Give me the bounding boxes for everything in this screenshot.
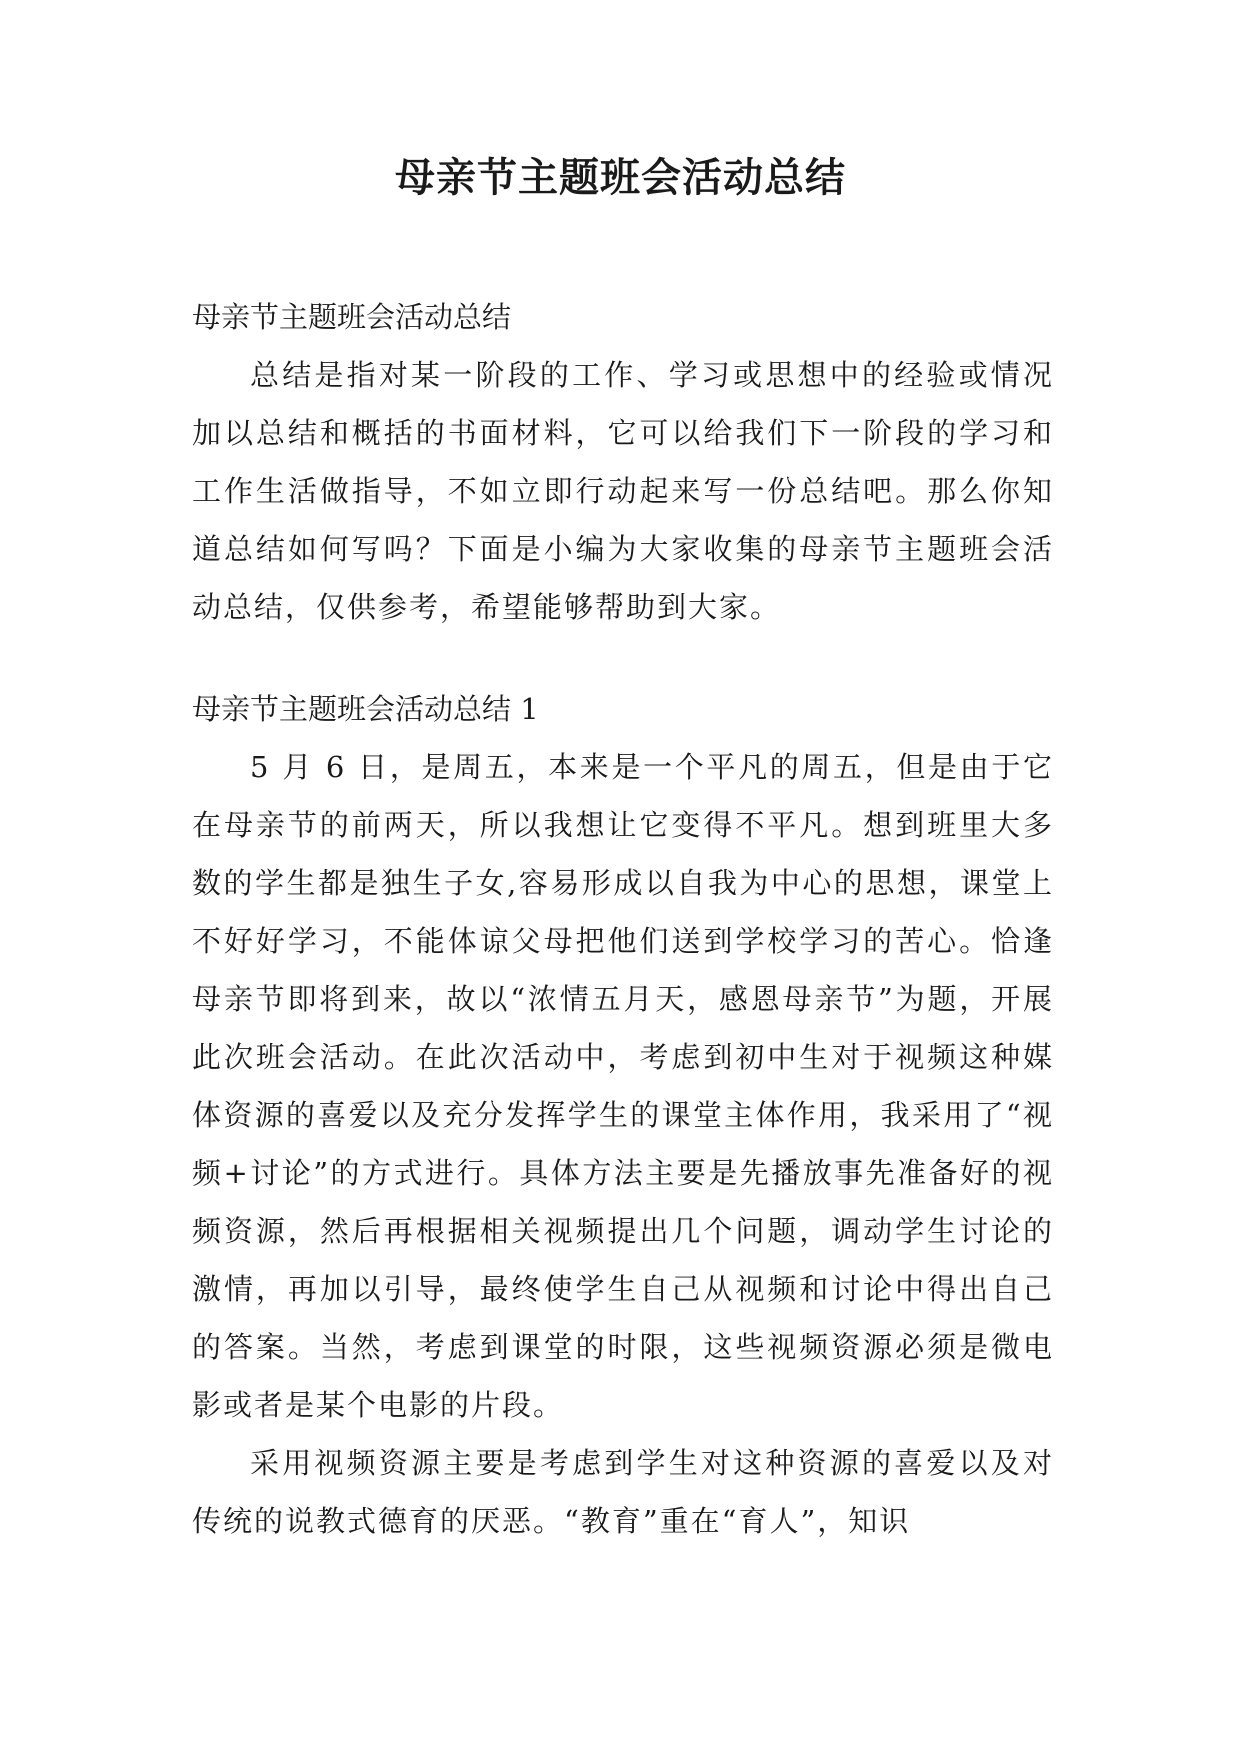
document-body (192, 288, 1054, 1550)
section-heading: 母亲节主题班会活动总结 1 (192, 692, 539, 726)
document-subtitle: 母亲节主题班会活动总结 (192, 300, 512, 334)
intro-paragraph: 总结是指对某一阶段的工作、学习或思想中的经验或情况加以总结和概括的书面材料，它可以给我们下一阶段的学习和工作生活做指导，不如立即行动起来写一份总结吧。那么你知道总结如何写吗？下面是小编为大家收集的母亲节主题班会活动总结，仅供参考，希望能够帮助到大家。 (192, 358, 1054, 624)
section-paragraph: 采用视频资源主要是考虑到学生对这种资源的喜爱以及对传统的说教式德育的厌恶。“教育”重在“育人”，知识 (192, 1446, 1054, 1538)
section-paragraph: 5 月 6 日，是周五，本来是一个平凡的周五，但是由于它在母亲节的前两天，所以我想让它变得不平凡。想到班里大多数的学生都是独生子女,容易形成以自我为中心的思想，课堂上不好好学习，不能体谅父母把他们送到学校学习的苦心。恰逢母亲节即将到来，故以“浓情五月天，感恩母亲节”为题，开展此次班会活动。在此次活动中，考虑到初中生对于视频这种媒体资源的喜爱以及充分发挥学生的课堂主体作用，我采用了“视频+讨论”的方式进行。具体方法主要是先播放事先准备好的视频资源，然后再根据相关视频提出几个问题，调动学生讨论的激情，再加以引导，最终使学生自己从视频和讨论中得出自己的答案。当然，考虑到课堂的时限，这些视频资源必须是微电影或者是某个电影的片段。 (192, 750, 1054, 1422)
document-title: 母亲节主题班会活动总结 (395, 154, 846, 201)
